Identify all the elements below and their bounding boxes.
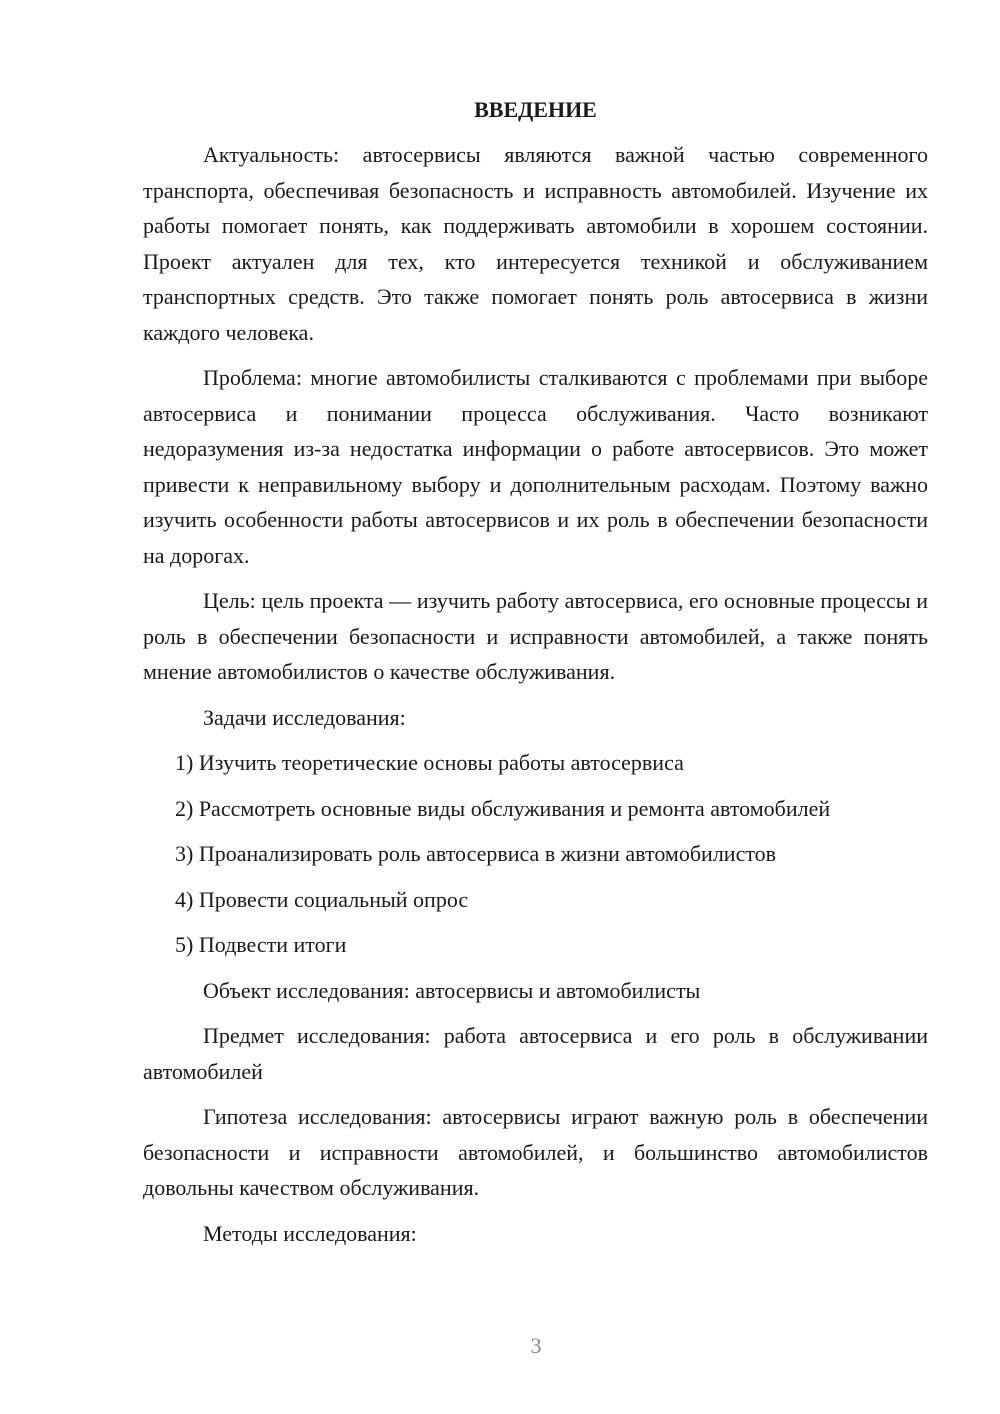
task-item: 4) Провести социальный опрос	[175, 886, 469, 912]
paragraph-relevance: Актуальность: автосервисы являются важной частью современного транспорта, обеспечивая безопасность и исправность автомобилей. Изучение их работы помогает понять, как поддерживать автомобили в хорошем состоянии. Проект актуален для тех, кто интересуется техникой и обслуживанием транспортных средств. Это также помогает понять роль автосервиса в жизни каждого человека.	[143, 142, 928, 345]
tasks-list	[143, 745, 928, 963]
task-item: 5) Подвести итоги	[175, 932, 347, 957]
paragraph-goal: Цель: цель проекта — изучить работу автосервиса, его основные процессы и роль в обеспечении безопасности и исправности автомобилей, а также понять мнение автомобилистов о качестве обслуживания.	[143, 588, 928, 684]
task-item: 1) Изучить теоретические основы работы автосервиса	[175, 750, 684, 775]
paragraph-object: Объект исследования: автосервисы и автомобилисты	[203, 977, 701, 1003]
methods-heading: Методы исследования:	[203, 1220, 417, 1246]
task-item: 3) Проанализировать роль автосервиса в жизни автомобилистов	[175, 841, 777, 866]
paragraph-subject: Предмет исследования: работа автосервиса и его роль в обслуживании автомобилей	[143, 1023, 928, 1084]
paragraph-hypothesis: Гипотеза исследования: автосервисы играют важную роль в обеспечении безопасности и исправности автомобилей, и большинство автомобилистов довольны качеством обслуживания.	[143, 1104, 928, 1200]
page-title: ВВЕДЕНИЕ	[474, 97, 597, 122]
task-item: 2) Рассмотреть основные виды обслуживания и ремонта автомобилей	[175, 795, 831, 821]
page-number: 3	[530, 1333, 542, 1358]
tasks-heading: Задачи исследования:	[203, 704, 406, 730]
document-page	[143, 92, 928, 1261]
paragraph-problem: Проблема: многие автомобилисты сталкиваются с проблемами при выборе автосервиса и понимании процесса обслуживания. Часто возникают недоразумения из-за недостатка информации о работе автосервисов. Это может привести к неправильному выбору и дополнительным расходам. Поэтому важно изучить особенности работы автосервисов и их роль в обеспечении безопасности на дорогах.	[143, 365, 928, 568]
